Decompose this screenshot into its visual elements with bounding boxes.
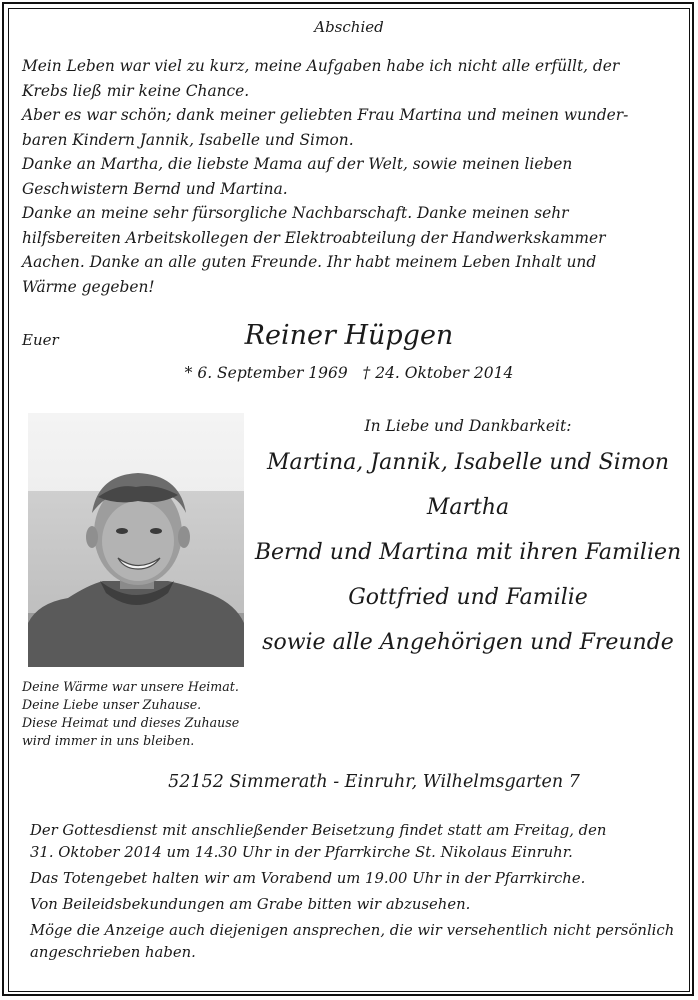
service-line: 31. Oktober 2014 um 14.30 Uhr in der Pfarrkirche St. Nikolaus Einruhr.: [30, 844, 573, 861]
caption-line: Deine Liebe unser Zuhause.: [22, 697, 202, 712]
notice-title: Abschied: [314, 18, 384, 36]
caption-line: Diese Heimat und dieses Zuhause: [22, 715, 240, 730]
farewell-line: Wärme gegeben!: [22, 277, 155, 296]
mourner-line: Gottfried und Familie: [348, 585, 588, 610]
deceased-name: Reiner Hüpgen: [244, 320, 454, 351]
family-address: 52152 Simmerath - Einruhr, Wilhelmsgarten 7: [168, 772, 580, 792]
mourner-line: sowie alle Angehörigen und Freunde: [262, 630, 674, 655]
thanks-heading: In Liebe und Dankbarkeit:: [364, 417, 572, 435]
mourner-line: Bernd und Martina mit ihren Familien: [254, 540, 682, 565]
service-line: Von Beileidsbekundungen am Grabe bitten wir abzusehen.: [30, 896, 471, 913]
farewell-line: Aachen. Danke an alle guten Freunde. Ihr habt meinem Leben Inhalt und: [22, 253, 597, 271]
portrait-photo: [28, 413, 244, 667]
farewell-line: Geschwistern Bernd und Martina.: [22, 179, 288, 198]
mourner-line: Martha: [426, 495, 510, 520]
photo-caption: [22, 678, 239, 750]
farewell-text: [22, 54, 662, 299]
mourner-line: Martina, Jannik, Isabelle und Simon: [266, 450, 669, 475]
service-line: angeschrieben haben.: [30, 944, 196, 961]
service-line: Der Gottesdienst mit anschließender Beisetzung findet statt am Freitag, den: [30, 822, 607, 839]
service-line: Das Totengebet halten wir am Vorabend um 19.00 Uhr in der Pfarrkirche.: [30, 870, 586, 887]
farewell-line: Danke an Martha, die liebste Mama auf der Welt, sowie meinen lieben: [22, 155, 573, 173]
birth-date: * 6. September 1969: [184, 364, 348, 382]
farewell-line: Aber es war schön; dank meiner geliebten Frau Martina und meinen wunder-: [22, 106, 629, 124]
portrait-image: [28, 413, 244, 667]
death-date: † 24. Oktober 2014: [362, 364, 514, 382]
closing-word: Euer: [22, 331, 59, 349]
farewell-line: hilfsbereiten Arbeitskollegen der Elektroabteilung der Handwerkskammer: [22, 228, 606, 247]
farewell-line: baren Kindern Jannik, Isabelle und Simon.: [22, 130, 354, 149]
farewell-line: Danke an meine sehr fürsorgliche Nachbarschaft. Danke meinen sehr: [22, 204, 569, 222]
farewell-line: Mein Leben war viel zu kurz, meine Aufgaben habe ich nicht alle erfüllt, der: [22, 57, 620, 75]
caption-line: wird immer in uns bleiben.: [22, 733, 195, 748]
service-line: Möge die Anzeige auch diejenigen ansprechen, die wir versehentlich nicht persönlich: [30, 922, 675, 939]
caption-line: Deine Wärme war unsere Heimat.: [22, 679, 239, 694]
mourners-list: [248, 445, 688, 670]
life-dates: [0, 364, 698, 382]
service-details: [30, 820, 680, 964]
farewell-line: Krebs ließ mir keine Chance.: [22, 81, 250, 100]
